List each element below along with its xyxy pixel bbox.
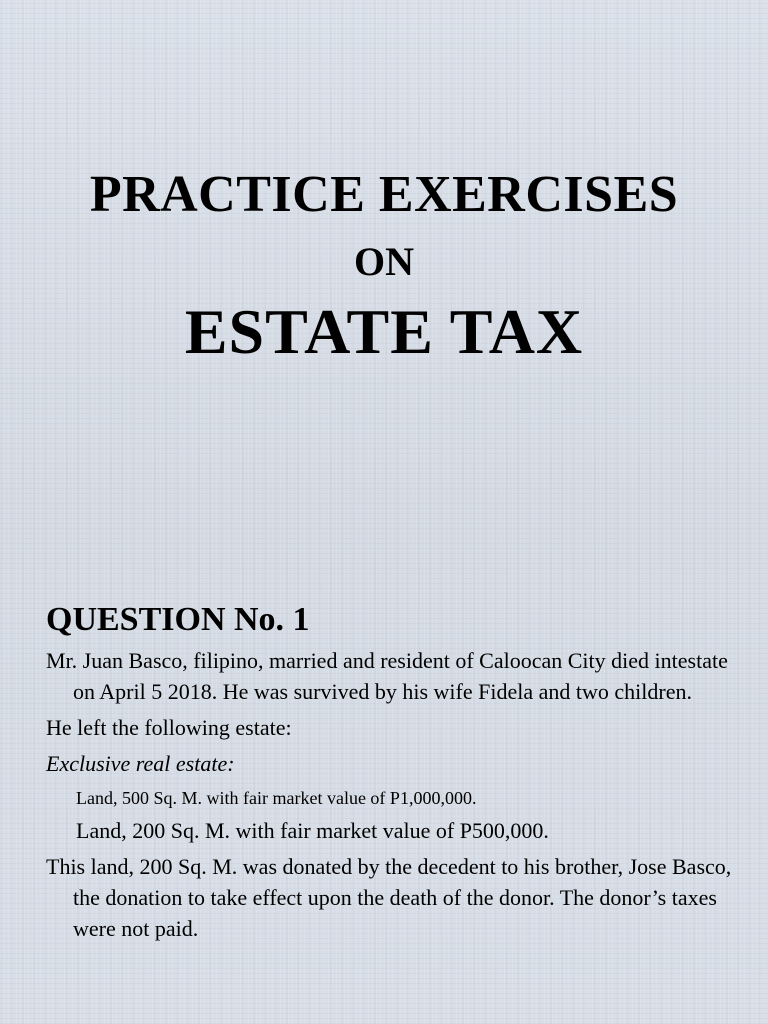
title-line-practice-exercises: PRACTICE EXERCISES xyxy=(89,166,679,223)
intro-paragraph: Mr. Juan Basco, filipino, married and resident of Caloocan City died intestate on April 5 2018. He was survived by his wife Fidela and two children. xyxy=(46,648,728,704)
estate-intro-paragraph: He left the following estate: xyxy=(46,715,292,740)
question-heading: QUESTION No. 1 xyxy=(46,601,310,638)
title-block xyxy=(0,160,768,372)
title-line-estate-tax: ESTATE TAX xyxy=(184,296,584,367)
title-line-on: ON xyxy=(354,239,414,284)
land-item-200-sqm: Land, 200 Sq. M. with fair market value of P500,000. xyxy=(76,818,549,843)
exclusive-real-estate-label: Exclusive real estate: xyxy=(46,751,235,776)
donation-paragraph: This land, 200 Sq. M. was donated by the decedent to his brother, Jose Basco, the donation to take effect upon the death of the donor. The donor’s taxes were not paid. xyxy=(46,854,732,941)
land-item-500-sqm: Land, 500 Sq. M. with fair market value of P1,000,000. xyxy=(76,788,477,808)
question-content xyxy=(46,598,746,949)
